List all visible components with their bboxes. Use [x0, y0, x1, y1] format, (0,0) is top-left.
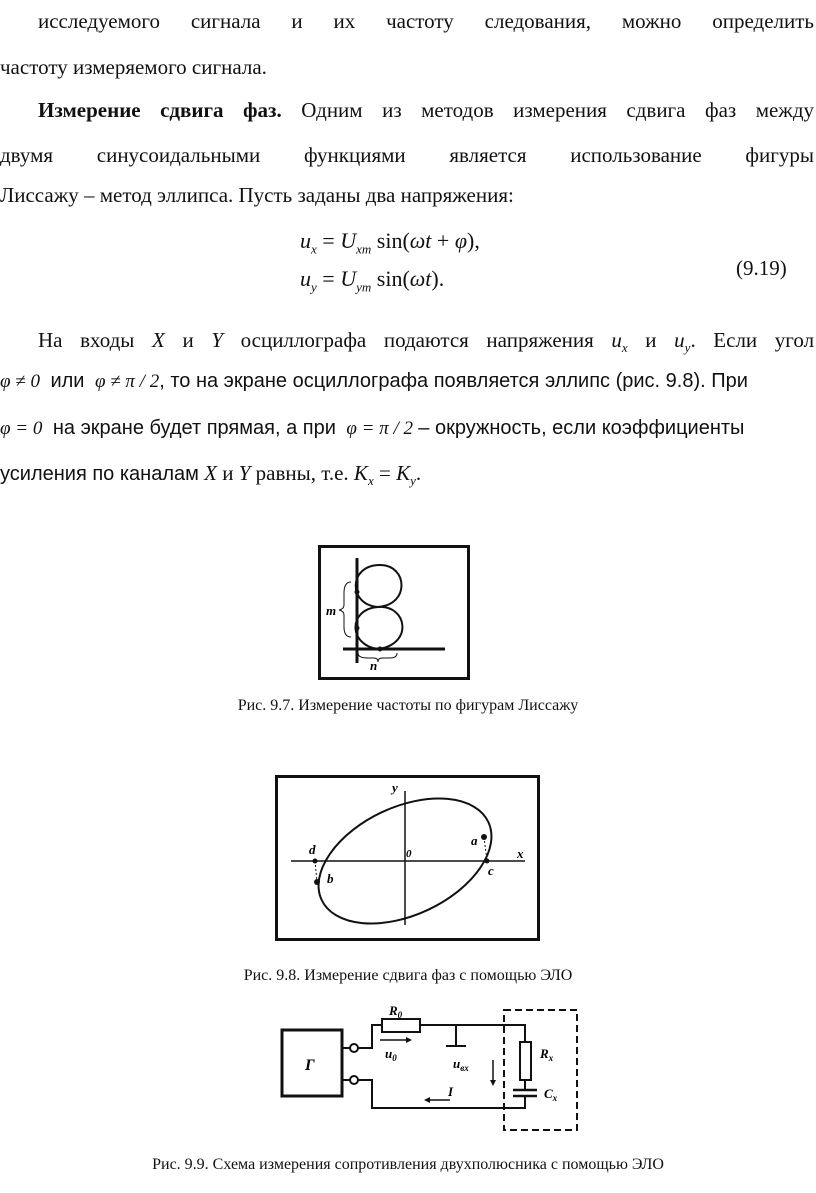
- fig99-label-uvx: $u_{вх}$: [453, 1056, 469, 1073]
- p3-X: X: [152, 328, 165, 352]
- paragraph2-line1: [38, 95, 814, 125]
- figure-9-7-caption: Рис. 9.7. Измерение частоты по фигурам Лиссажу: [237, 697, 579, 714]
- fig99-wire-top: [420, 1025, 525, 1042]
- p3-line2-text: , то на экране осциллографа появляется эллипс (рис. 9.8). При: [159, 370, 748, 392]
- fig98-label-y: y: [392, 780, 398, 795]
- fig99-label-rx: $R_x$: [540, 1046, 554, 1063]
- p3-Ky: $K_y$: [396, 461, 416, 489]
- paragraph3-line4: [0, 458, 816, 496]
- p3-end: .: [415, 461, 422, 485]
- p3-line4-X: X: [204, 461, 217, 485]
- fig99-arrow-i-head: [424, 1097, 430, 1103]
- fig99-dut-box: [504, 1010, 577, 1130]
- fig99-generator-label: Г: [305, 1057, 315, 1074]
- p3-line3-text-a: на экране будет прямая, а при: [52, 417, 336, 439]
- fig97-upper-loop: [356, 565, 402, 607]
- p3-Kx: $K_x$: [353, 461, 374, 489]
- fig98-label-b: b: [327, 871, 334, 886]
- fig99-terminal-top: [350, 1044, 358, 1052]
- p3-line4-and: и: [222, 461, 234, 485]
- formula-phi-ne-0: φ ≠ 0: [0, 371, 40, 392]
- figure-9-8-ellipse: [275, 775, 540, 941]
- fig97-point-2: [355, 626, 360, 631]
- fig99-wire-bottom: [358, 1080, 525, 1108]
- paragraph3-line3: [0, 412, 816, 444]
- p3-line4-text-a: усиления по каналам: [0, 463, 199, 485]
- fig98-label-x: x: [517, 846, 524, 861]
- fig98-dashed-db: [315, 861, 317, 882]
- fig98-label-a: a: [471, 833, 478, 848]
- paragraph2-line2: двумя синусоидальными функциями является использование фигуры: [0, 143, 814, 167]
- fig97-point-1: [355, 590, 360, 595]
- figure-9-9-circuit: [280, 1000, 586, 1138]
- fig98-label-c: c: [488, 863, 494, 878]
- formula-phi-eq-pi2: φ = π / 2: [346, 418, 414, 439]
- equation-row2: $u_y = U_{ym}$ sin(ωt).: [300, 266, 445, 295]
- figure-9-9-caption: Рис. 9.9. Схема измерения сопротивления двухполюсника с помощью ЭЛО: [152, 1156, 664, 1173]
- fig99-label-i: I: [448, 1084, 454, 1099]
- fig98-label-d: d: [309, 842, 316, 857]
- p3-line3-text-b: – окружность, если коэффициенты: [418, 417, 745, 439]
- fig97-label-m: m: [326, 603, 337, 618]
- fig99-wire-to-r0: [358, 1025, 382, 1048]
- p3-text-b: осциллографа подаются напряжения: [240, 328, 594, 352]
- p3-and-2: и: [645, 328, 657, 352]
- figure-9-8-caption: Рис. 9.8. Измерение сдвига фаз с помощью ЭЛО: [243, 967, 573, 984]
- fig99-arrow-u0-head: [406, 1037, 412, 1043]
- fig99-resistor-rx: [520, 1042, 531, 1080]
- p3-text-a: На входы: [38, 328, 135, 352]
- p3-and: и: [182, 328, 194, 352]
- fig97-frame: [320, 547, 469, 679]
- figure-9-7-lissajous: [318, 545, 470, 680]
- fig99-label-u0: $u_0$: [385, 1046, 397, 1063]
- p3-equals: =: [378, 461, 391, 485]
- equation-number: (9.19): [736, 256, 787, 280]
- p3-Y: Y: [211, 328, 223, 352]
- formula-phi-ne-pi2: φ ≠ π / 2: [94, 371, 160, 392]
- paragraph2-line3: Лиссажу – метод эллипса. Пусть заданы два напряжения:: [0, 183, 514, 207]
- p3-text-c: . Если угол: [690, 328, 815, 352]
- fig97-label-n: n: [370, 658, 378, 673]
- paragraph3-line2: [0, 365, 816, 397]
- fig97-point-3: [378, 647, 383, 652]
- p3-line4-text-b: равны, т.е.: [255, 461, 349, 485]
- fig97-lower-loop: [356, 607, 403, 649]
- fig99-label-cx: $C_x$: [544, 1086, 558, 1103]
- p3-or: или: [50, 370, 85, 392]
- p3-line4-Y: Y: [238, 461, 251, 485]
- p3-ux: $u_x$: [611, 328, 628, 356]
- fig97-brace-n: [358, 653, 397, 662]
- fig99-terminal-bottom: [350, 1076, 358, 1084]
- section-heading: Измерение сдвига фаз.: [38, 98, 282, 122]
- paragraph1-line2: частоту измеряемого сигнала.: [0, 55, 267, 79]
- paragraph3-line1: [38, 325, 814, 363]
- paragraph2-line1-text: Одним из методов измерения сдвига фаз между: [301, 98, 814, 122]
- fig97-brace-m: [339, 582, 351, 637]
- fig99-arrow-uvx-head: [490, 1080, 496, 1086]
- fig98-label-0: 0: [406, 848, 412, 860]
- paragraph1-line1: исследуемого сигнала и их частоту следования, можно определить: [38, 9, 814, 33]
- fig99-label-r0: $R_0$: [389, 1003, 403, 1020]
- fig99-resistor-r0: [382, 1019, 420, 1032]
- formula-phi-eq-0: φ = 0: [0, 418, 43, 439]
- p3-uy: $u_y$: [674, 328, 691, 356]
- equation-row1: $u_x = U_{xm}$ sin(ωt + φ),: [300, 228, 480, 257]
